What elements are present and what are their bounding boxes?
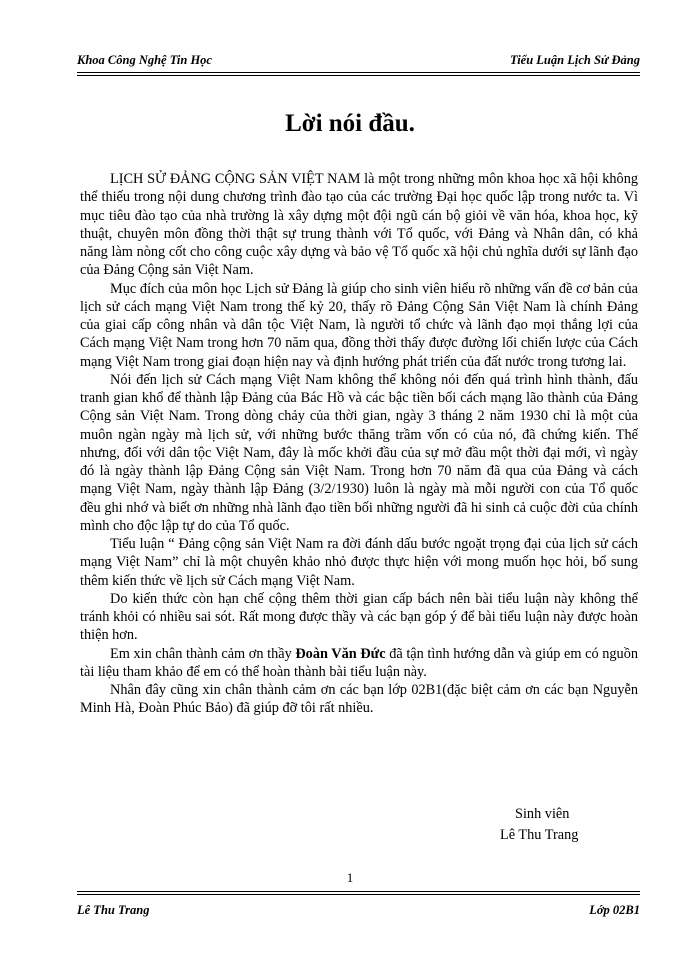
header-rule <box>77 72 640 73</box>
paragraph-2: Mục đích của môn học Lịch sử Đảng là giúp cho sinh viên hiểu rõ những vấn đề cơ bản của lịch sử cách mạng Việt Nam trong thế kỷ 20, thấy rõ Đảng Cộng Sản Việt Nam là chính Đảng của giai cấp công nhân và dân tộc Việt Nam, là người tổ chức và lãnh đạo mọi thắng lợi của Cách mạng Việt Nam trong hơn 70 năm qua, đồng thời thấy được đường lối chiến lược của Cách mạng Việt Nam trong giai đoạn hiện nay và định hướng phát triển của đất nước trong tương lai. <box>80 280 638 370</box>
paragraph-4: Tiểu luận “ Đảng cộng sản Việt Nam ra đời đánh dấu bước ngoặt trọng đại của lịch sử cách mạng Việt Nam” chỉ là một chuyên khảo nhỏ được thực hiện với mong muốn học hỏi, bổ sung thêm kiến thức về lịch sử Cách mạng Việt Nam. <box>80 536 638 589</box>
footer-author: Lê Thu Trang <box>77 903 150 917</box>
footer-class: Lớp 02B1 <box>589 903 640 917</box>
page-number: 1 <box>346 870 354 885</box>
paragraph-6 <box>80 645 638 682</box>
footer-rule-thin <box>77 891 640 892</box>
paragraph-1: LỊCH SỬ ĐẢNG CỘNG SẢN VIỆT NAM là một trong những môn khoa học xã hội không thể thiếu trong nội dung chương trình đào tạo của các trường Đại học quốc lập trong nước ta. Vì mục tiêu đào tạo của nhà trường là xây dựng một đội ngũ cán bộ giỏi về văn hóa, khoa học, kỹ thuật, chuyên môn đồng thời thật sự trung thành với Tổ quốc, với Đảng và Nhân dân, có khả năng làm nòng cốt cho công cuộc xây dựng và bảo vệ Tổ quốc xã hội chủ nghĩa dưới sự lãnh đạo của Đảng Cộng sản Việt Nam. <box>80 171 638 279</box>
page-title: Lời nói đầu. <box>285 110 415 137</box>
paragraph-3: Nói đến lịch sử Cách mạng Việt Nam không thể không nói đến quá trình hình thành, đấu tranh gian khổ để thành lập Đảng của Bác Hồ và các bậc tiền bối cách mạng lão thành của Đảng Cộng sản Việt Nam. Trong dòng chảy của thời gian, ngày 3 tháng 2 năm 1930 chỉ là một của muôn ngàn ngày mà lịch sử, với những bước thăng trầm vốn có của nó, đã chứng kiến. Thế nhưng, đối với dân tộc Việt Nam, đây là mốc khởi đầu của sự mở đầu một thời đại mới, vì ngày đó là ngày thành lập Đảng Cộng sản Việt Nam. Trong hơn 70 năm đã qua của Đảng và cách mạng Việt Nam, ngày thành lập Đảng (3/2/1930) luôn là ngày mà mỗi người con của Tổ quốc đều ghi nhớ và biết ơn những nhà lãnh đạo tiền bối những người đã hi sinh cả cuộc đời của chính mình cho độc lập tự do của Tổ quốc. <box>80 371 638 534</box>
advisor-name: Đoàn Văn Đức <box>295 645 386 662</box>
header-document-title: Tiểu Luận Lịch Sử Đảng <box>510 53 640 67</box>
header-rule-thin <box>77 75 640 76</box>
footer-rule <box>77 894 640 895</box>
header-faculty: Khoa Công Nghệ Tin Học <box>77 53 212 67</box>
document-body <box>80 170 638 718</box>
signature-block <box>500 804 578 846</box>
signature-role: Sinh viên <box>515 806 570 822</box>
paragraph-6-start: Em xin chân thành cảm ơn thầy <box>110 645 296 662</box>
paragraph-5: Do kiến thức còn hạn chế cộng thêm thời gian cấp bách nên bài tiểu luận này không thể tránh khỏi có nhiều sai sót. Rất mong được thầy và các bạn góp ý để bài tiểu luận này được hoàn thiện hơn. <box>80 590 638 644</box>
signature-name: Lê Thu Trang <box>500 827 579 843</box>
paragraph-6-end: đã tận tình hướng dẫn và giúp em có nguồn tài liệu tham khảo để em có thể hoàn thành bài tiểu luận này. <box>80 645 639 680</box>
paragraph-7: Nhân đây cũng xin chân thành cảm ơn các bạn lớp 02B1(đặc biệt cảm ơn các bạn Nguyễn Minh Hà, Đoàn Phúc Bảo) đã giúp đỡ tôi rất nhiều. <box>80 682 638 717</box>
